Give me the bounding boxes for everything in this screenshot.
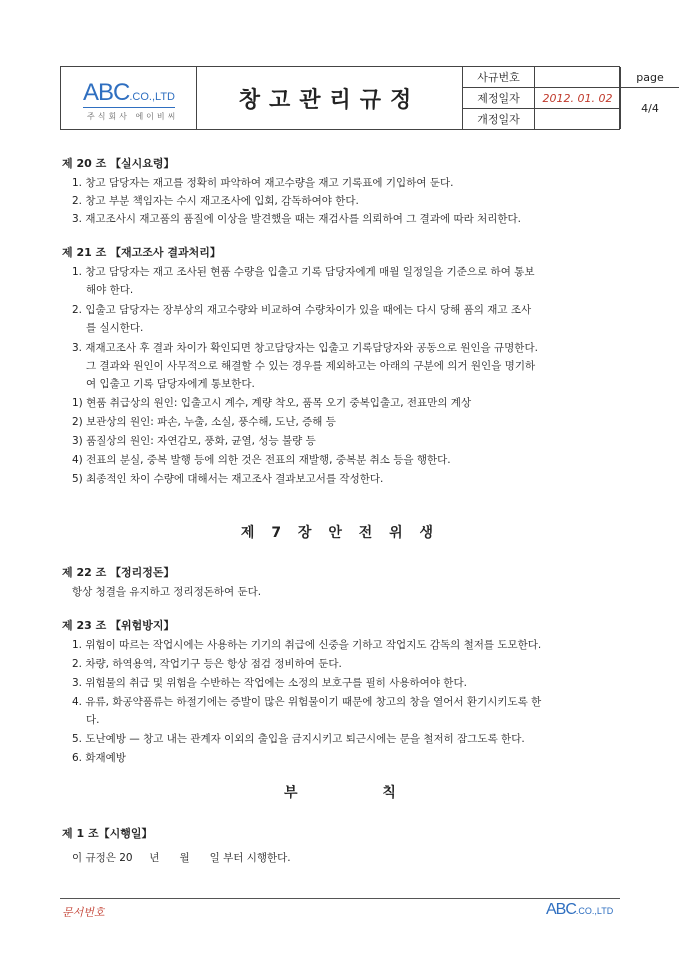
page-label: page: [621, 67, 679, 88]
enactment-date-value: 2012. 01. 02: [535, 88, 621, 109]
chapter-7-title: 제 7 장 안 전 위 생: [240, 525, 440, 541]
company-logo-cell: [61, 67, 197, 129]
footer-logo-text: ABC: [546, 901, 576, 918]
article-subitem: 5) 최종적인 차이 수량에 대해서는 재고조사 결과보고서를 작성한다.: [72, 473, 384, 485]
article-20-heading: 제 20 조 【실시요령】: [62, 157, 175, 170]
effective-date-line: 이 규정은 20 년 월 일 부터 시행한다.: [72, 852, 291, 864]
article-21-heading: 제 21 조 【재고조사 결과처리】: [62, 246, 221, 259]
article-line: 5. 도난예방 — 창고 내는 관계자 이외의 출입을 금지시키고 퇴근시에는 문을 철저히 잠그도록 한다.: [72, 733, 525, 745]
logo-text: ABC: [83, 79, 130, 106]
article-line: 1. 창고 담당자는 재고를 정확히 파악하여 재고수량을 재고 기록표에 기입하여 둔다.: [72, 177, 454, 189]
article-line: 항상 청결을 유지하고 정리정돈하여 둔다.: [72, 586, 262, 598]
footer-logo: [546, 901, 613, 919]
appendix-article-1-heading: 제 1 조【시행일】: [62, 827, 153, 840]
revision-date-label: 개정일자: [463, 109, 535, 129]
article-line: 1. 창고 담당자는 재고 조사된 현품 수량을 입출고 기록 담당자에게 매월 일정일을 기준으로 하여 통보: [72, 266, 535, 278]
article-subitem: 2) 보관상의 원인: 파손, 누출, 소실, 풍수해, 도난, 증해 등: [72, 416, 336, 428]
logo-underline: [83, 107, 175, 108]
article-line: 를 실시한다.: [86, 322, 144, 334]
rule-number-label: 사규번호: [463, 67, 535, 88]
article-line: 6. 화재예방: [72, 752, 126, 764]
company-logo: [83, 79, 175, 107]
article-line: 2. 차량, 하역용역, 작업기구 등은 항상 점검 정비하여 둔다.: [72, 658, 342, 670]
article-line: 2. 입출고 담당자는 장부상의 재고수량와 비교하여 수량차이가 있을 때에는 다시 당해 품의 재고 조사: [72, 304, 532, 316]
footer-divider: [60, 898, 620, 899]
article-line: 여 입출고 기록 담당자에게 통보한다.: [86, 378, 255, 390]
article-line: 3. 재고조사시 재고품의 품질에 이상을 발견했을 때는 재검사를 의뢰하여 그 결과에 따라 처리한다.: [72, 213, 521, 225]
revision-date-value: [535, 109, 621, 129]
article-line: 다.: [86, 714, 100, 726]
document-title: 창고관리규정: [238, 87, 421, 113]
document-number-label: 문서번호: [62, 906, 105, 919]
rule-number-value: [535, 67, 621, 88]
page-number: 4/4: [641, 102, 659, 115]
enactment-date-label: 제정일자: [463, 88, 535, 109]
article-line: 4. 유류, 화공약품류는 하절기에는 증발이 많은 위험물이기 때문에 창고의 창을 열어서 환기시키도록 한: [72, 696, 542, 708]
footer-logo-suffix: .CO.,LTD: [575, 906, 614, 916]
article-line: 해야 한다.: [86, 284, 134, 296]
article-line: 그 결과와 원인이 사무적으로 해결할 수 있는 경우를 제외하고는 아래의 구분에 의거 원인을 명기하: [86, 360, 536, 372]
document-header-table: [60, 66, 664, 130]
article-line: 1. 위험이 따르는 작업시에는 사용하는 기기의 취급에 신중을 기하고 작업지도 감독의 철저를 도모한다.: [72, 639, 542, 651]
article-subitem: 3) 품질상의 원인: 자연감모, 풍화, 균열, 성능 불량 등: [72, 435, 316, 447]
article-22-heading: 제 22 조 【정리정돈】: [62, 566, 175, 579]
article-subitem: 4) 전표의 분실, 중복 발행 등에 의한 것은 전표의 재발행, 중복분 취소 등을 행한다.: [72, 454, 451, 466]
document-title-cell: [197, 67, 463, 129]
logo-suffix: .CO.,LTD: [129, 91, 175, 103]
company-name-korean: 주식회사 에이비씨: [87, 112, 179, 121]
article-line: 3. 위험물의 취급 및 위험을 수반하는 작업에는 소정의 보호구를 필히 사용하여야 한다.: [72, 677, 467, 689]
article-line: 2. 창고 부분 책임자는 수시 재고조사에 입회, 감독하여야 한다.: [72, 195, 359, 207]
appendix-title: 부 칙: [284, 785, 436, 801]
article-subitem: 1) 현품 취급상의 원인: 입출고시 계수, 계량 착오, 품목 오기 중복입출고, 전표만의 계상: [72, 397, 472, 409]
article-line: 3. 재재고조사 후 결과 차이가 확인되면 창고담당자는 입출고 기록담당자와 공동으로 원인을 규명한다.: [72, 342, 538, 354]
article-23-heading: 제 23 조 【위험방지】: [62, 619, 175, 632]
